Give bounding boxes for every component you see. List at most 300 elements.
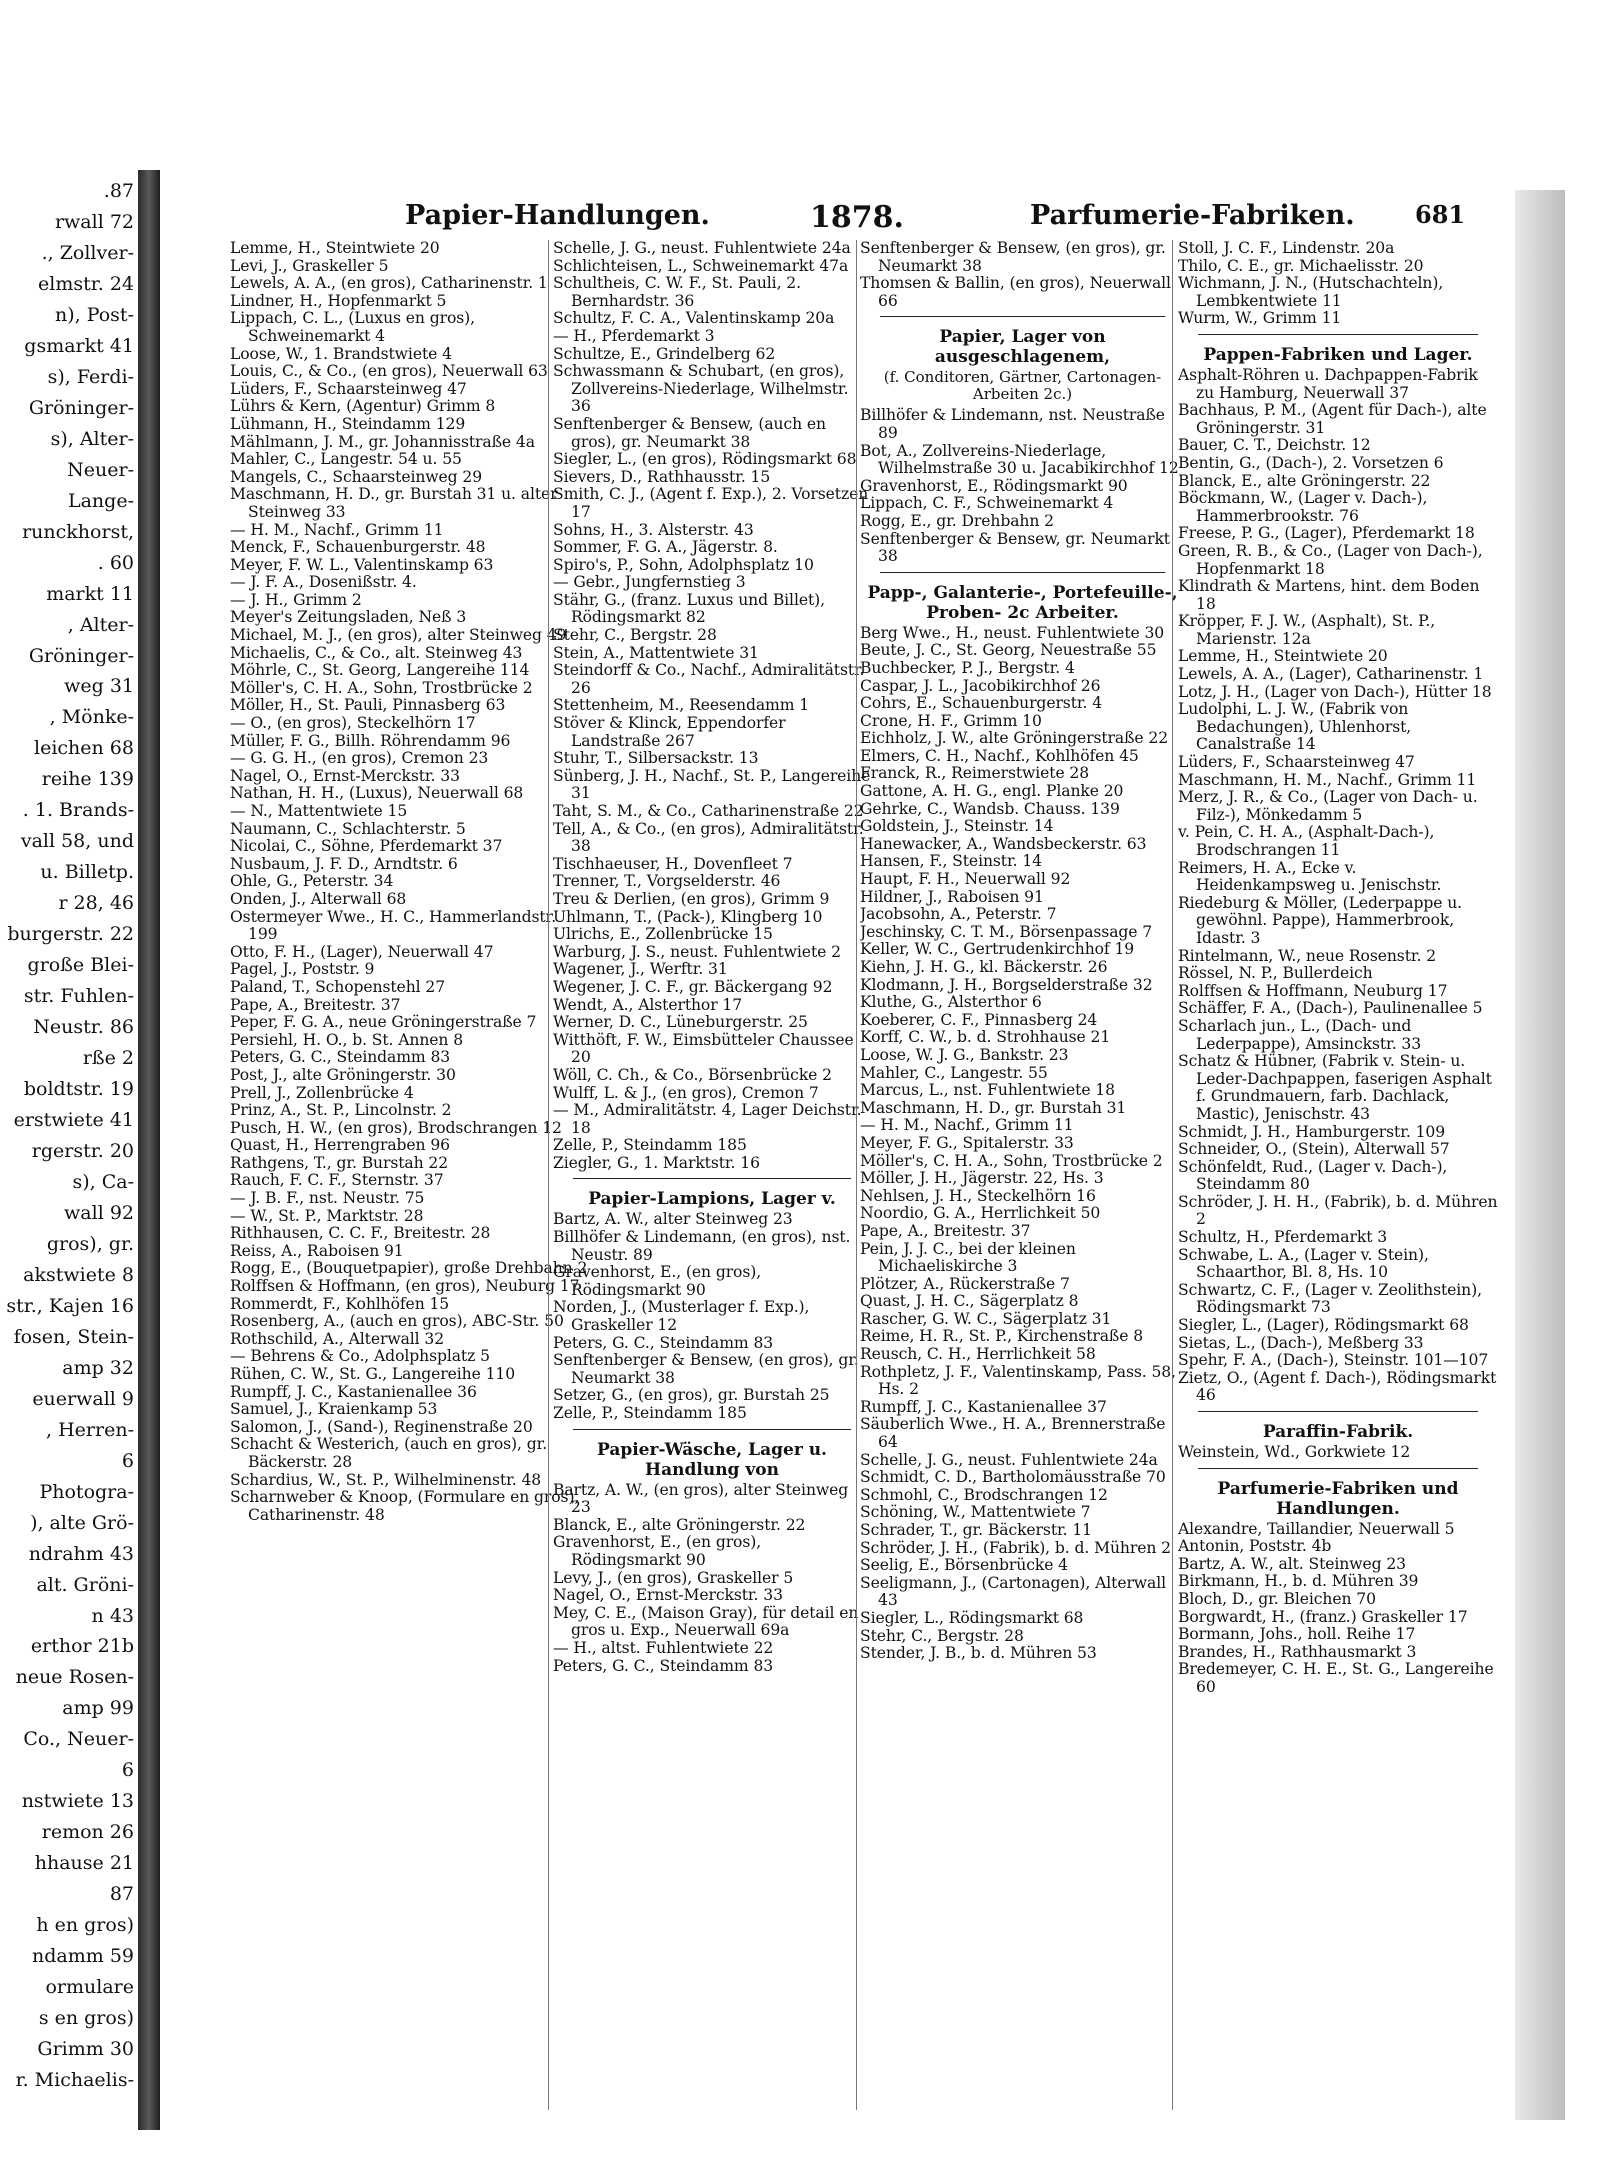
header-right-title: Parfumerie-Fabriken. xyxy=(1030,200,1355,231)
prev-page-line: .87 xyxy=(103,180,134,202)
directory-entry: Gravenhorst, E., (en gros), Rödingsmarkt 90 xyxy=(553,1533,762,1569)
directory-entry: Nagel, O., Ernst-Merckstr. 33 xyxy=(553,1586,783,1605)
directory-entry: Tell, A., & Co., (en gros), Admiralitätstr. 38 xyxy=(553,819,864,856)
prev-page-line: str. Fuhlen- xyxy=(23,985,134,1007)
column-divider xyxy=(1172,240,1173,2110)
directory-entry: — Behrens & Co., Adolphsplatz 5 xyxy=(230,1347,490,1366)
directory-entry: Senftenberger & Bensew, (auch en gros), gr. Neumarkt 38 xyxy=(553,414,826,451)
directory-entry: Jacobsohn, A., Peterstr. 7 xyxy=(860,905,1057,924)
directory-entry: Bartz, A. W., alter Steinweg 23 xyxy=(553,1210,793,1229)
directory-entry: Blanck, E., alte Gröningerstr. 22 xyxy=(1178,471,1431,490)
directory-entry: Bloch, D., gr. Bleichen 70 xyxy=(1178,1589,1376,1608)
section-rule xyxy=(1198,1411,1478,1412)
directory-entry: Seelig, E., Börsenbrücke 4 xyxy=(860,1556,1069,1575)
directory-entry: Stettenheim, M., Reesendamm 1 xyxy=(553,696,810,715)
section-rule xyxy=(880,572,1165,573)
prev-page-line: erstwiete 41 xyxy=(13,1109,134,1131)
directory-entry: Siegler, L., (Lager), Rödingsmarkt 68 xyxy=(1178,1316,1469,1335)
prev-page-line: fosen, Stein- xyxy=(13,1326,134,1348)
directory-entry: Haupt, F. H., Neuerwall 92 xyxy=(860,870,1071,889)
prev-page-line: Gröninger- xyxy=(28,645,134,667)
directory-entry: Birkmann, H., b. d. Mühren 39 xyxy=(1178,1572,1419,1591)
directory-entry: Wöll, C. Ch., & Co., Börsenbrücke 2 xyxy=(553,1065,832,1084)
directory-entry: Möhrle, C., St. Georg, Langereihe 114 xyxy=(230,661,530,680)
directory-entry: Meyer, F. W. L., Valentinskamp 63 xyxy=(230,555,494,574)
section-heading: Papp-, Galanterie-, Portefeuille-, Proben- 2c Arbeiter. xyxy=(867,582,1178,623)
directory-page xyxy=(160,190,1515,2120)
prev-page-line: reihe 139 xyxy=(41,768,134,790)
directory-entry: Schelle, J. G., neust. Fuhlentwiete 24a xyxy=(860,1450,1158,1469)
directory-entry: Gehrke, C., Wandsb. Chauss. 139 xyxy=(860,799,1120,818)
directory-entry: Kröpper, F. J. W., (Asphalt), St. P., Marienstr. 12a xyxy=(1178,612,1436,648)
directory-entry: — N., Mattentwiete 15 xyxy=(230,802,408,820)
directory-entry: Schröder, J. H. H., (Fabrik), b. d. Mühren 2 xyxy=(1178,1192,1498,1229)
directory-entry: Prinz, A., St. P., Lincolnstr. 2 xyxy=(230,1101,452,1120)
directory-entry: Schwassmann & Schubart, (en gros), Zollvereins-Niederlage, Wilhelmstr. 36 xyxy=(553,362,849,416)
directory-entry: Brandes, H., Rathhausmarkt 3 xyxy=(1178,1642,1417,1661)
prev-page-line: gros), gr. xyxy=(46,1233,134,1255)
prev-page-line: wall 92 xyxy=(64,1202,134,1224)
directory-entry: Rommerdt, F., Kohlhöfen 15 xyxy=(230,1294,450,1313)
prev-page-line: boldtstr. 19 xyxy=(23,1078,134,1100)
prev-page-line: akstwiete 8 xyxy=(23,1264,134,1286)
directory-entry: Sommer, F. G. A., Jägerstr. 8. xyxy=(553,538,778,557)
prev-page-line: Grimm 30 xyxy=(37,2038,134,2060)
directory-entry: Levi, J., Graskeller 5 xyxy=(230,256,389,275)
prev-page-line: burgerstr. 22 xyxy=(7,923,134,945)
directory-entry: Norden, J., (Musterlager f. Exp.), Graskeller 12 xyxy=(553,1298,810,1335)
directory-entry: Zietz, O., (Agent f. Dach-), Rödingsmarkt 46 xyxy=(1178,1368,1497,1405)
directory-entry: Müller, F. G., Billh. Röhrendamm 96 xyxy=(230,731,511,750)
prev-page-line: amp 32 xyxy=(62,1357,134,1379)
directory-entry: Wagener, J., Werftr. 31 xyxy=(553,960,728,979)
directory-entry: Peper, F. G. A., neue Gröningerstraße 7 xyxy=(230,1013,537,1032)
directory-entry: Salomon, J., (Sand-), Reginenstraße 20 xyxy=(230,1417,533,1436)
directory-entry: Nagel, O., Ernst-Merckstr. 33 xyxy=(230,766,460,785)
prev-page-line: erthor 21b xyxy=(30,1635,134,1657)
directory-entry: Stein, A., Mattentwiete 31 xyxy=(553,643,759,662)
section-heading: Papier, Lager von ausgeschlagenem, xyxy=(934,327,1111,368)
directory-entry: Schöning, W., Mattentwiete 7 xyxy=(860,1503,1091,1522)
directory-entry: Alexandre, Taillandier, Neuerwall 5 xyxy=(1178,1519,1455,1538)
directory-entry: Wulff, L. & J., (en gros), Cremon 7 xyxy=(553,1083,819,1102)
directory-entry: Schäffer, F. A., (Dach-), Paulinenallee 5 xyxy=(1178,999,1483,1018)
column-3 xyxy=(860,240,1185,2110)
section-rule xyxy=(573,1178,851,1179)
directory-entry: Nicolai, C., Söhne, Pferdemarkt 37 xyxy=(230,837,503,856)
directory-entry: Sünberg, J. H., Nachf., St. P., Langereihe 31 xyxy=(553,766,871,803)
directory-entry: Rauch, F. C. F., Sternstr. 37 xyxy=(230,1171,444,1190)
prev-page-line: s), Ca- xyxy=(72,1171,134,1193)
directory-entry: Wurm, W., Grimm 11 xyxy=(1178,309,1342,328)
directory-entry: Klindrath & Martens, hint. dem Boden 18 xyxy=(1178,577,1480,613)
directory-entry: Witthöft, F. W., Eimsbütteler Chaussee 20 xyxy=(553,1030,854,1067)
directory-entry: Thomsen & Ballin, (en gros), Neuerwall 66 xyxy=(860,274,1171,310)
directory-entry: Spehr, F. A., (Dach-), Steinstr. 101—107 xyxy=(1178,1351,1489,1370)
directory-entry: Werner, D. C., Lüneburgerstr. 25 xyxy=(553,1013,808,1032)
directory-entry: Noordio, G. A., Herrlichkeit 50 xyxy=(860,1204,1101,1223)
directory-entry: — O., (en gros), Steckelhörn 17 xyxy=(230,714,476,733)
directory-entry: Prell, J., Zollenbrücke 4 xyxy=(230,1083,414,1102)
directory-entry: Sohns, H., 3. Alsterstr. 43 xyxy=(553,520,754,539)
directory-entry: Schneider, O., (Stein), Alterwall 57 xyxy=(1178,1140,1450,1159)
directory-entry: Böckmann, W., (Lager v. Dach-), Hammerbrookstr. 76 xyxy=(1178,489,1428,525)
directory-entry: Keller, W. C., Gertrudenkirchhof 19 xyxy=(860,940,1135,959)
directory-entry: Maschmann, H. M., Nachf., Grimm 11 xyxy=(1178,770,1477,789)
directory-entry: Borgwardt, H., (franz.) Graskeller 17 xyxy=(1178,1607,1468,1626)
section-rule xyxy=(880,316,1165,317)
directory-entry: — J. B. F., nst. Neustr. 75 xyxy=(230,1189,425,1208)
directory-entry: Schwartz, C. F., (Lager v. Zeolithstein), Rödingsmarkt 73 xyxy=(1178,1280,1482,1317)
prev-page-line: s), Ferdi- xyxy=(47,366,134,388)
directory-entry: Stöver & Klinck, Eppendorfer Landstraße 267 xyxy=(553,714,786,750)
directory-entry: Wegener, J. C. F., gr. Bäckergang 92 xyxy=(553,977,833,996)
directory-entry: Schrader, T., gr. Bäckerstr. 11 xyxy=(860,1521,1092,1539)
directory-entry: Steindorff & Co., Nachf., Admiralitätstr. 26 xyxy=(553,661,865,697)
directory-entry: Buchbecker, P. J., Bergstr. 4 xyxy=(860,658,1075,677)
prev-page-line: ormulare xyxy=(45,1976,134,1998)
directory-entry: — H. M., Nachf., Grimm 11 xyxy=(860,1116,1074,1135)
directory-entry: Lindner, H., Hopfenmarkt 5 xyxy=(230,291,447,310)
directory-entry: Stähr, G., (franz. Luxus und Billet), Rödingsmarkt 82 xyxy=(553,590,825,627)
directory-entry: Rosenberg, A., (auch en gros), ABC-Str. 50 xyxy=(230,1312,564,1331)
directory-entry: Schlichteisen, L., Schweinemarkt 47a xyxy=(553,256,849,275)
directory-entry: Rithhausen, C. C. F., Breitestr. 28 xyxy=(230,1224,491,1243)
directory-entry: Freese, P. G., (Lager), Pferdemarkt 18 xyxy=(1178,524,1475,543)
directory-entry: Quast, H., Herrengraben 96 xyxy=(230,1136,450,1155)
directory-entry: Rogg, E., gr. Drehbahn 2 xyxy=(860,511,1054,530)
directory-entry: Mey, C. E., (Maison Gray), für detail en gros u. Exp., Neuerwall 69a xyxy=(553,1603,859,1640)
directory-entry: Lewels, A. A., (Lager), Catharinenstr. 1 xyxy=(1178,665,1484,684)
directory-entry: Ludolphi, L. J. W., (Fabrik von Bedachungen), Uhlenhorst, Canalstraße 14 xyxy=(1178,700,1412,754)
directory-entry: — J. F. A., Dosenißstr. 4. xyxy=(230,573,417,592)
directory-entry: Ohle, G., Peterstr. 34 xyxy=(230,872,394,891)
directory-entry: Gravenhorst, E., (en gros), Rödingsmarkt 90 xyxy=(553,1263,762,1299)
prev-page-line: , Mönke- xyxy=(49,706,134,728)
directory-entry: Uhlmann, T., (Pack-), Klingberg 10 xyxy=(553,907,823,926)
prev-page-line: . 60 xyxy=(97,552,134,574)
prev-page-line: euerwall 9 xyxy=(32,1388,134,1410)
prev-page-line: markt 11 xyxy=(46,583,134,605)
directory-entry: Beute, J. C., St. Georg, Neuestraße 55 xyxy=(860,641,1157,660)
directory-entry: Mangels, C., Schaarsteinweg 29 xyxy=(230,467,483,486)
directory-entry: Möller, J. H., Jägerstr. 22, Hs. 3 xyxy=(860,1169,1104,1188)
prev-page-line: ndrahm 43 xyxy=(28,1543,134,1565)
directory-entry: Bormann, Johs., holl. Reihe 17 xyxy=(1178,1625,1416,1644)
directory-entry: — H., altst. Fuhlentwiete 22 xyxy=(553,1638,774,1657)
directory-entry: Franck, R., Reimerstwiete 28 xyxy=(860,764,1090,783)
directory-entry: Schmohl, C., Brodschrangen 12 xyxy=(860,1485,1108,1504)
directory-entry: Meyer's Zeitungsladen, Neß 3 xyxy=(230,608,467,627)
directory-entry: Hanewacker, A., Wandsbeckerstr. 63 xyxy=(860,834,1147,853)
directory-entry: Lemme, H., Steintwiete 20 xyxy=(230,240,440,257)
directory-entry: Loose, W., 1. Brandstwiete 4 xyxy=(230,344,452,363)
directory-entry: Bredemeyer, C. H. E., St. G., Langereihe 60 xyxy=(1178,1660,1494,1696)
directory-entry: Nehlsen, J. H., Steckelhörn 16 xyxy=(860,1186,1096,1205)
prev-page-line: Co., Neuer- xyxy=(23,1728,134,1750)
directory-entry: Koeberer, C. F., Pinnasberg 24 xyxy=(860,1010,1098,1029)
directory-entry: Rathgens, T., gr. Burstah 22 xyxy=(230,1153,449,1172)
directory-entry: Otto, F. H., (Lager), Neuerwall 47 xyxy=(230,942,494,961)
directory-entry: Siegler, L., Rödingsmarkt 68 xyxy=(860,1608,1084,1627)
directory-entry: Rothpletz, J. F., Valentinskamp, Pass. 58, Hs. 2 xyxy=(860,1362,1176,1399)
directory-entry: Marcus, L., nst. Fuhlentwiete 18 xyxy=(860,1081,1115,1100)
prev-page-line: str., Kajen 16 xyxy=(6,1295,134,1317)
directory-entry: — Gebr., Jungfernstieg 3 xyxy=(553,573,746,592)
directory-entry: Zelle, P., Steindamm 185 xyxy=(553,1404,747,1422)
directory-entry: Schmidt, C. D., Bartholomäusstraße 70 xyxy=(860,1468,1166,1487)
previous-page-fragment xyxy=(0,180,138,2120)
directory-entry: Taht, S. M., & Co., Catharinenstraße 22 xyxy=(553,802,864,820)
prev-page-line: nstwiete 13 xyxy=(21,1790,134,1812)
directory-entry: Schultz, H., Pferdemarkt 3 xyxy=(1178,1228,1388,1247)
directory-entry: Seeligmann, J., (Cartonagen), Alterwall 43 xyxy=(860,1573,1167,1610)
directory-entry: Maschmann, H. D., gr. Burstah 31 xyxy=(860,1098,1127,1117)
prev-page-line: , Herren- xyxy=(46,1419,134,1441)
directory-entry: Crone, H. F., Grimm 10 xyxy=(860,711,1042,730)
column-divider xyxy=(856,240,857,2110)
directory-entry: Cohrs, E., Schauenburgerstr. 4 xyxy=(860,694,1103,713)
directory-entry: Scharlach jun., L., (Dach- und Lederpappe), Amsinckstr. 33 xyxy=(1178,1016,1422,1053)
header-left-title: Papier-Handlungen. xyxy=(405,200,710,231)
directory-entry: Stuhr, T., Silbersackstr. 13 xyxy=(553,749,759,768)
prev-page-line: alt. Gröni- xyxy=(36,1574,134,1596)
prev-page-line: amp 99 xyxy=(62,1697,134,1719)
directory-entry: Kiehn, J. H. G., kl. Bäckerstr. 26 xyxy=(860,958,1108,976)
directory-entry: Rühen, C. W., St. G., Langereihe 110 xyxy=(230,1365,516,1383)
directory-entry: Reusch, C. H., Herrlichkeit 58 xyxy=(860,1345,1096,1364)
directory-entry: Elmers, C. H., Nachf., Kohlhöfen 45 xyxy=(860,746,1139,765)
directory-entry: Säuberlich Wwe., H. A., Brennerstraße 64 xyxy=(860,1415,1166,1452)
directory-entry: Pein, J. J. C., bei der kleinen Michaeliskirche 3 xyxy=(860,1239,1076,1276)
directory-entry: Pusch, H. W., (en gros), Brodschrangen 12 xyxy=(230,1118,562,1137)
directory-entry: Bauer, C. T., Deichstr. 12 xyxy=(1178,436,1371,455)
directory-entry: Stender, J. B., b. d. Mühren 53 xyxy=(860,1644,1097,1663)
prev-page-line: 6 xyxy=(121,1450,134,1472)
directory-entry: Maschmann, H. D., gr. Burstah 31 u. alter Steinweg 33 xyxy=(230,485,558,521)
prev-page-line: Neuer- xyxy=(67,459,134,481)
directory-entry: Kluthe, G., Alsterthor 6 xyxy=(860,993,1042,1012)
directory-entry: Antonin, Poststr. 4b xyxy=(1178,1537,1332,1556)
directory-entry: Naumann, C., Schlachterstr. 5 xyxy=(230,819,466,838)
header-year: 1878. xyxy=(810,200,904,235)
directory-entry: — M., Admiralitätstr. 4, Lager Deichstr. 18 xyxy=(553,1101,862,1137)
directory-entry: Peters, G. C., Steindamm 83 xyxy=(230,1048,451,1067)
directory-entry: — H., Pferdemarkt 3 xyxy=(553,326,715,345)
directory-entry: Sievers, D., Rathhausstr. 15 xyxy=(553,467,771,486)
directory-entry: Thilo, C. E., gr. Michaelisstr. 20 xyxy=(1178,256,1424,275)
directory-entry: Stoll, J. C. F., Lindenstr. 20a xyxy=(1178,240,1395,257)
directory-entry: Scharnweber & Knoop, (Formulare en gros), Catharinenstr. 48 xyxy=(230,1488,580,1524)
directory-entry: Lüders, F., Schaarsteinweg 47 xyxy=(230,379,467,398)
directory-entry: Bartz, A. W., (en gros), alter Steinweg 23 xyxy=(553,1480,849,1517)
prev-page-line: rwall 72 xyxy=(54,211,134,233)
section-note: (f. Conditoren, Gärtner, Cartonagen-Arbeiten 2c.) xyxy=(883,368,1162,404)
directory-entry: Warburg, J. S., neust. Fuhlentwiete 2 xyxy=(553,942,841,961)
directory-entry: Gravenhorst, E., Rödingsmarkt 90 xyxy=(860,476,1128,495)
prev-page-line: ndamm 59 xyxy=(32,1945,134,1967)
directory-entry: Trenner, T., Vorgselderstr. 46 xyxy=(553,872,781,891)
directory-entry: Rascher, G. W. C., Sägerplatz 31 xyxy=(860,1309,1112,1328)
directory-entry: Schatz & Hübner, (Fabrik v. Stein- u. Leder-Dachpappen, faserigen Asphalt f. Grundmauern, farb. Dachlack, Mastic), Jenischstr. 43 xyxy=(1178,1052,1492,1123)
directory-entry: Korff, C. W., b. d. Strohhause 21 xyxy=(860,1028,1111,1047)
prev-page-line: weg 31 xyxy=(64,675,134,697)
prev-page-line: rße 2 xyxy=(82,1047,134,1069)
directory-entry: Stehr, C., Bergstr. 28 xyxy=(553,626,717,645)
directory-entry: Goldstein, J., Steinstr. 14 xyxy=(860,817,1054,836)
directory-entry: Mahler, C., Langestr. 55 xyxy=(860,1063,1048,1082)
directory-entry: Rolffsen & Hoffmann, Neuburg 17 xyxy=(1178,981,1448,1000)
directory-entry: Bartz, A. W., alt. Steinweg 23 xyxy=(1178,1554,1406,1573)
directory-entry: Klodmann, J. H., Borgselderstraße 32 xyxy=(860,975,1153,994)
directory-entry: Meyer, F. G., Spitalerstr. 33 xyxy=(860,1133,1074,1152)
directory-entry: Senftenberger & Bensew, (en gros), gr. Neumarkt 38 xyxy=(553,1351,859,1387)
directory-entry: Lippach, C. L., (Luxus en gros), Schweinemarkt 4 xyxy=(230,309,475,345)
directory-entry: Senftenberger & Bensew, gr. Neumarkt 38 xyxy=(860,529,1170,566)
directory-entry: Ostermeyer Wwe., H. C., Hammerlandstr. 199 xyxy=(230,907,557,944)
directory-entry: Lührs & Kern, (Agentur) Grimm 8 xyxy=(230,397,496,416)
directory-entry: Lotz, J. H., (Lager von Dach-), Hütter 18 xyxy=(1178,682,1492,701)
section-heading: Paraffin-Fabrik. xyxy=(1262,1422,1414,1442)
directory-entry: Spiro's, P., Sohn, Adolphsplatz 10 xyxy=(553,555,814,574)
prev-page-line: remon 26 xyxy=(41,1821,134,1843)
directory-entry: Lewels, A. A., (en gros), Catharinenstr. 1 xyxy=(230,274,548,293)
directory-entry: Asphalt-Röhren u. Dachpappen-Fabrik zu Hamburg, Neuerwall 37 xyxy=(1178,365,1478,402)
directory-entry: Treu & Derlien, (en gros), Grimm 9 xyxy=(553,889,830,908)
directory-entry: Siegler, L., (en gros), Rödingsmarkt 68 xyxy=(553,450,857,469)
directory-entry: Pagel, J., Poststr. 9 xyxy=(230,960,375,979)
prev-page-line: Photogra- xyxy=(39,1481,134,1503)
directory-entry: Levy, J., (en gros), Graskeller 5 xyxy=(553,1568,794,1587)
directory-entry: Schönfeldt, Rud., (Lager v. Dach-), Steindamm 80 xyxy=(1178,1157,1448,1194)
directory-entry: Hansen, F., Steinstr. 14 xyxy=(860,852,1042,871)
page-edge xyxy=(1515,190,1565,2120)
directory-entry: Louis, C., & Co., (en gros), Neuerwall 63 xyxy=(230,362,548,381)
directory-entry: Jeschinsky, C. T. M., Börsenpassage 7 xyxy=(860,922,1153,941)
section-heading: Papier-Wäsche, Lager u. Handlung von xyxy=(597,1439,827,1480)
prev-page-line: große Blei- xyxy=(27,954,134,976)
column-4 xyxy=(1178,240,1498,2110)
directory-entry: Riedeburg & Möller, (Lederpappe u. gewöhnl. Pappe), Hammerbrook, Idastr. 3 xyxy=(1178,893,1462,947)
directory-entry: Stehr, C., Bergstr. 28 xyxy=(860,1626,1024,1645)
directory-entry: Gattone, A. H. G., engl. Planke 20 xyxy=(860,782,1124,801)
prev-page-line: ., Zollver- xyxy=(41,242,134,264)
directory-entry: Lemme, H., Steintwiete 20 xyxy=(1178,647,1388,666)
prev-page-line: neue Rosen- xyxy=(15,1666,134,1688)
directory-entry: Blanck, E., alte Gröningerstr. 22 xyxy=(553,1515,806,1534)
directory-entry: Billhöfer & Lindemann, nst. Neustraße 89 xyxy=(860,406,1165,442)
prev-page-line: elmstr. 24 xyxy=(38,273,134,295)
directory-entry: Schultz, F. C. A., Valentinskamp 20a xyxy=(553,309,835,328)
directory-entry: Möller's, C. H. A., Sohn, Trostbrücke 2 xyxy=(230,678,533,697)
prev-page-line: s), Alter- xyxy=(50,428,134,450)
section-rule xyxy=(1198,1468,1478,1469)
section-rule xyxy=(1198,334,1478,335)
directory-entry: Schacht & Westerich, (auch en gros), gr. Bäckerstr. 28 xyxy=(230,1435,548,1471)
page-header xyxy=(160,200,1515,236)
prev-page-line: runckhorst, xyxy=(22,521,134,543)
section-rule xyxy=(573,1429,851,1430)
directory-entry: Schröder, J. H., (Fabrik), b. d. Mühren 2 xyxy=(860,1538,1171,1557)
directory-entry: — H. M., Nachf., Grimm 11 xyxy=(230,520,444,539)
directory-entry: Zelle, P., Steindamm 185 xyxy=(553,1136,747,1155)
directory-entry: Michael, M. J., (en gros), alter Steinweg 49 xyxy=(230,626,567,645)
directory-entry: Post, J., alte Gröningerstr. 30 xyxy=(230,1065,456,1084)
prev-page-line: leichen 68 xyxy=(34,737,134,759)
directory-entry: Reimers, H. A., Ecke v. Heidenkampsweg u. Jenischstr. xyxy=(1178,858,1442,895)
directory-entry: v. Pein, C. H. A., (Asphalt-Dach-), Brodschrangen 11 xyxy=(1178,823,1435,859)
directory-entry: Rolffsen & Hoffmann, (en gros), Neuburg 17 xyxy=(230,1277,580,1296)
prev-page-line: Lange- xyxy=(67,490,134,512)
directory-entry: Rogg, E., (Bouquetpapier), große Drehbahn 2 xyxy=(230,1259,588,1278)
directory-entry: Rumpff, J. C., Kastanienallee 36 xyxy=(230,1382,477,1401)
prev-page-line: s en gros) xyxy=(38,2007,134,2029)
directory-entry: Reime, H. R., St. P., Kirchenstraße 8 xyxy=(860,1327,1144,1346)
prev-page-line: rgerstr. 20 xyxy=(31,1140,134,1162)
prev-page-line: vall 58, und xyxy=(20,830,134,852)
directory-entry: Bachhaus, P. M., (Agent für Dach-), alte Gröningerstr. 31 xyxy=(1178,401,1487,437)
directory-entry: Sietas, L., (Dach-), Meßberg 33 xyxy=(1178,1333,1424,1352)
directory-entry: Persiehl, H. O., b. St. Annen 8 xyxy=(230,1030,464,1049)
directory-entry: Setzer, G., (en gros), gr. Burstah 25 xyxy=(553,1386,830,1405)
directory-entry: Pape, A., Breitestr. 37 xyxy=(230,995,401,1014)
directory-entry: Mahler, C., Langestr. 54 u. 55 xyxy=(230,450,462,469)
directory-entry: Schardius, W., St. P., Wilhelminenstr. 48 xyxy=(230,1470,542,1489)
prev-page-line: Gröninger- xyxy=(28,397,134,419)
directory-entry: Schultze, E., Grindelberg 62 xyxy=(553,344,776,363)
directory-entry: Möller, H., St. Pauli, Pinnasberg 63 xyxy=(230,696,506,715)
column-1 xyxy=(230,240,590,2110)
directory-entry: Senftenberger & Bensew, (en gros), gr. Neumarkt 38 xyxy=(860,240,1166,275)
directory-entry: Schelle, J. G., neust. Fuhlentwiete 24a xyxy=(553,240,851,257)
prev-page-line: h en gros) xyxy=(36,1914,134,1936)
prev-page-line: n 43 xyxy=(91,1605,134,1627)
directory-entry: Rumpff, J. C., Kastanienallee 37 xyxy=(860,1397,1107,1416)
directory-entry: Billhöfer & Lindemann, (en gros), nst. Neustr. 89 xyxy=(553,1228,851,1264)
directory-entry: Ulrichs, E., Zollenbrücke 15 xyxy=(553,925,773,944)
directory-entry: Wendt, A., Alsterthor 17 xyxy=(553,995,743,1014)
directory-entry: Peters, G. C., Steindamm 83 xyxy=(553,1656,774,1675)
directory-entry: Caspar, J. L., Jacobikirchhof 26 xyxy=(860,676,1101,695)
book-gutter xyxy=(138,170,160,2130)
prev-page-line: r. Michaelis- xyxy=(15,2069,134,2091)
directory-entry: Eichholz, J. W., alte Gröningerstraße 22 xyxy=(860,729,1169,748)
directory-entry: Hildner, J., Raboisen 91 xyxy=(860,887,1044,906)
prev-page-line: , Alter- xyxy=(67,614,134,636)
directory-entry: Nathan, H. H., (Luxus), Neuerwall 68 xyxy=(230,784,524,803)
prev-page-line: r 28, 46 xyxy=(58,892,134,914)
prev-page-line: 87 xyxy=(109,1883,134,1905)
prev-page-line: ), alte Grö- xyxy=(30,1512,134,1534)
directory-entry: Peters, G. C., Steindamm 83 xyxy=(553,1333,774,1352)
column-divider xyxy=(548,240,549,2110)
directory-entry: Loose, W. J. G., Bankstr. 23 xyxy=(860,1045,1069,1064)
directory-entry: Onden, J., Alterwall 68 xyxy=(230,889,407,908)
directory-entry: Rothschild, A., Alterwall 32 xyxy=(230,1329,445,1348)
prev-page-line: hhause 21 xyxy=(34,1852,134,1874)
prev-page-line: n), Post- xyxy=(55,304,134,326)
directory-entry: Ziegler, G., 1. Marktstr. 16 xyxy=(553,1153,760,1172)
section-heading: Papier-Lampions, Lager v. xyxy=(588,1189,836,1210)
directory-entry: Green, R. B., & Co., (Lager von Dach-), Hopfenmarkt 18 xyxy=(1178,541,1483,578)
directory-entry: Wichmann, J. N., (Hutschachteln), Lembkentwiete 11 xyxy=(1178,274,1444,310)
directory-entry: Schmidt, J. H., Hamburgerstr. 109 xyxy=(1178,1122,1446,1141)
directory-entry: Samuel, J., Kraienkamp 53 xyxy=(230,1400,438,1419)
directory-entry: — J. H., Grimm 2 xyxy=(230,590,362,609)
directory-entry: Weinstein, Wd., Gorkwiete 12 xyxy=(1178,1443,1411,1461)
directory-entry: Berg Wwe., H., neust. Fuhlentwiete 30 xyxy=(860,623,1165,642)
directory-entry: Smith, C. J., (Agent f. Exp.), 2. Vorsetzen 17 xyxy=(553,485,869,521)
